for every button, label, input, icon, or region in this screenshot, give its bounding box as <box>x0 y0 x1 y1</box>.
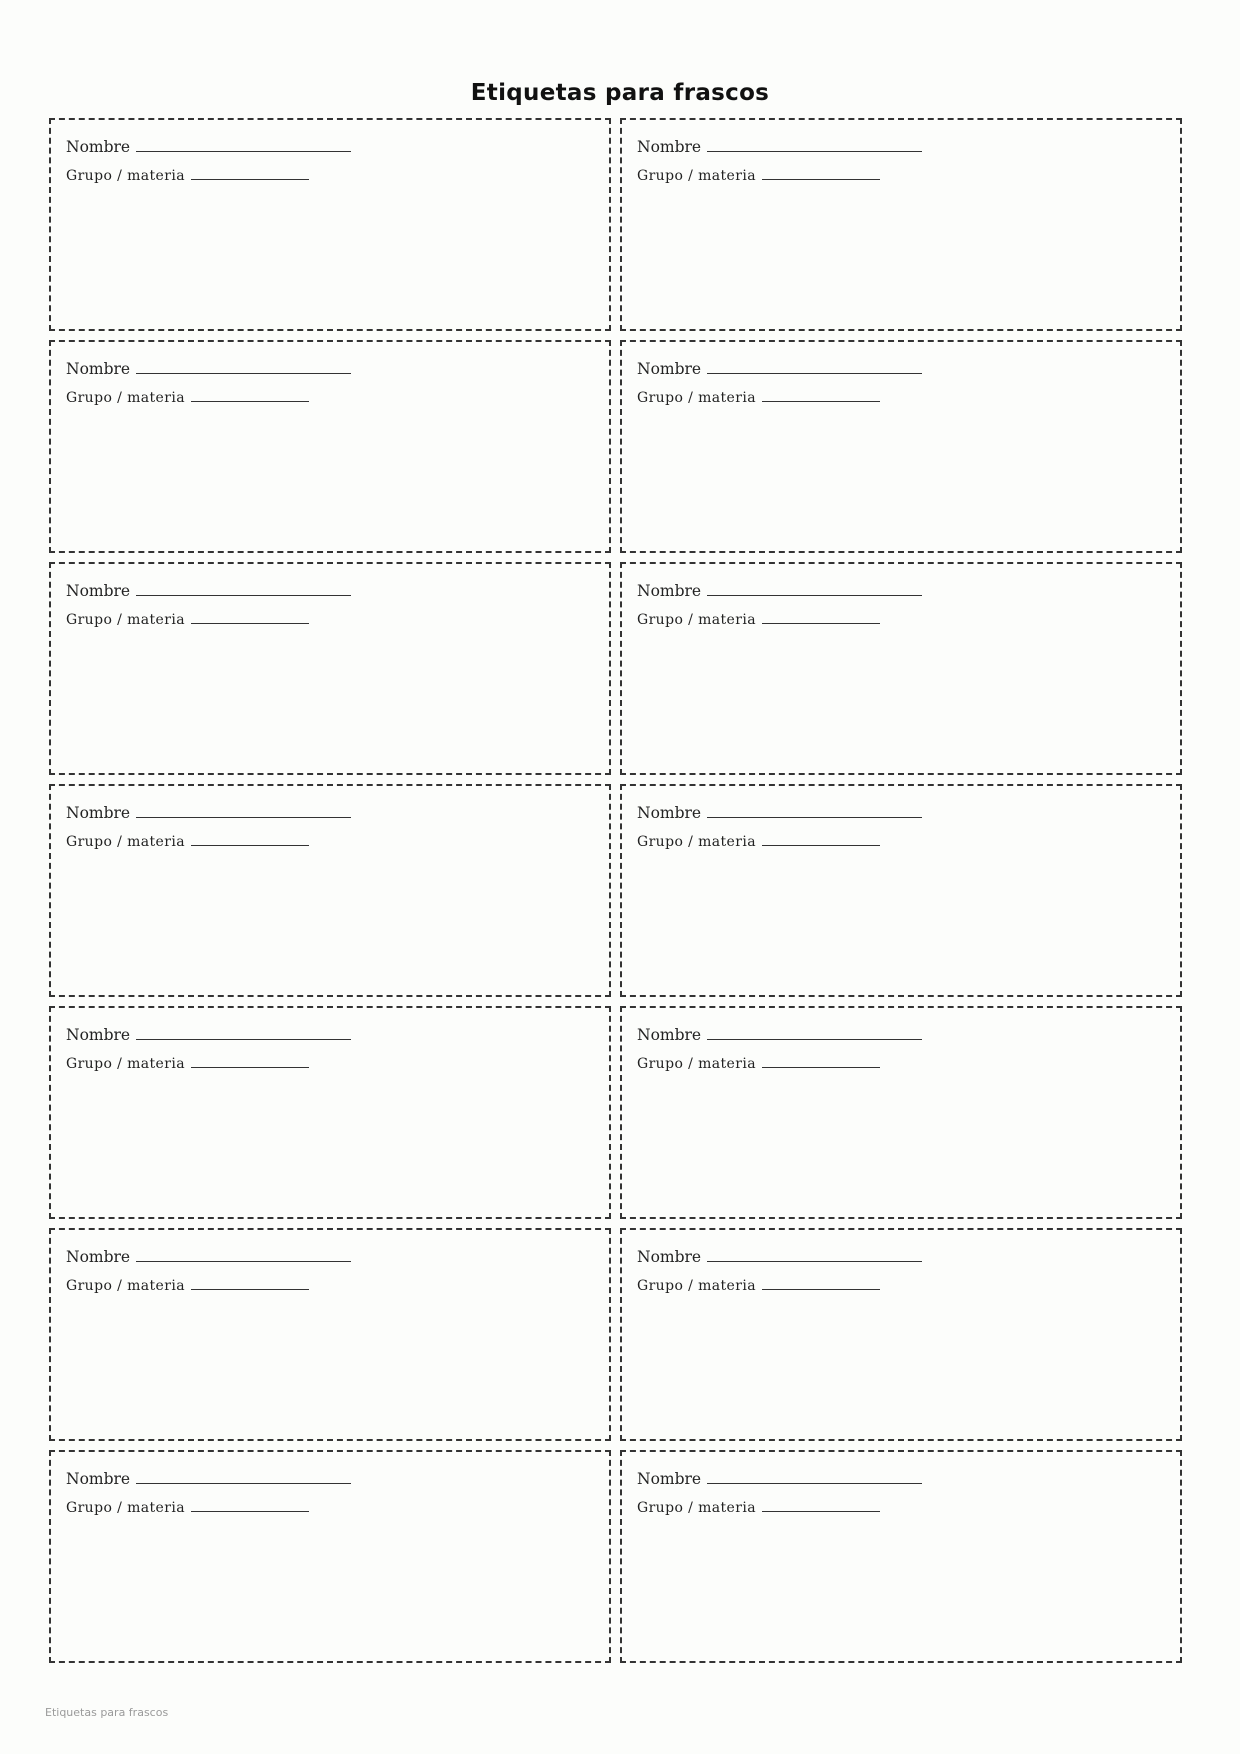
group-line <box>66 834 594 850</box>
name-line <box>66 1470 594 1488</box>
name-line <box>637 1248 1165 1266</box>
group-label: Grupo / materia <box>637 1278 756 1294</box>
group-blank <box>762 400 880 402</box>
name-label: Nombre <box>66 1026 131 1044</box>
group-blank <box>191 400 309 402</box>
name-blank <box>136 816 351 818</box>
jar-label <box>49 1006 611 1219</box>
name-label: Nombre <box>66 138 131 156</box>
group-line <box>637 834 1165 850</box>
group-line <box>637 1278 1165 1294</box>
group-label: Grupo / materia <box>66 1056 185 1072</box>
name-blank <box>707 594 922 596</box>
page-title: Etiquetas para frascos <box>470 80 770 106</box>
jar-label <box>49 1450 611 1663</box>
name-line <box>637 1026 1165 1044</box>
name-label: Nombre <box>637 1248 702 1266</box>
group-label: Grupo / materia <box>66 612 185 628</box>
group-blank <box>191 178 309 180</box>
name-blank <box>136 1482 351 1484</box>
name-blank <box>707 1482 922 1484</box>
jar-label <box>49 118 611 331</box>
name-line <box>66 582 594 600</box>
group-line <box>66 168 594 184</box>
group-line <box>66 1278 594 1294</box>
name-label: Nombre <box>637 138 702 156</box>
jar-label <box>49 1228 611 1441</box>
name-label: Nombre <box>637 804 702 822</box>
name-label: Nombre <box>66 1470 131 1488</box>
group-blank <box>762 1510 880 1512</box>
name-blank <box>707 1038 922 1040</box>
name-label: Nombre <box>66 582 131 600</box>
group-label: Grupo / materia <box>637 1500 756 1516</box>
name-line <box>637 360 1165 378</box>
name-line <box>637 804 1165 822</box>
name-label: Nombre <box>637 1470 702 1488</box>
group-blank <box>191 1510 309 1512</box>
jar-label <box>620 784 1182 997</box>
label-grid <box>49 118 1182 1663</box>
name-blank <box>136 1260 351 1262</box>
group-line <box>66 1500 594 1516</box>
group-blank <box>191 1066 309 1068</box>
group-blank <box>762 1066 880 1068</box>
group-label: Grupo / materia <box>637 390 756 406</box>
group-line <box>66 390 594 406</box>
name-label: Nombre <box>66 1248 131 1266</box>
page-footer: Etiquetas para frascos <box>45 1706 169 1719</box>
group-label: Grupo / materia <box>637 1056 756 1072</box>
name-label: Nombre <box>637 1026 702 1044</box>
jar-label <box>49 784 611 997</box>
name-line <box>637 582 1165 600</box>
name-line <box>637 1470 1165 1488</box>
group-label: Grupo / materia <box>637 834 756 850</box>
name-line <box>637 138 1165 156</box>
group-line <box>637 1056 1165 1072</box>
name-line <box>66 360 594 378</box>
name-blank <box>707 372 922 374</box>
jar-label <box>620 562 1182 775</box>
name-blank <box>136 1038 351 1040</box>
group-label: Grupo / materia <box>66 168 185 184</box>
group-label: Grupo / materia <box>637 612 756 628</box>
group-blank <box>762 178 880 180</box>
name-blank <box>707 1260 922 1262</box>
jar-label <box>49 562 611 775</box>
group-label: Grupo / materia <box>66 1278 185 1294</box>
name-line <box>66 138 594 156</box>
jar-label <box>620 340 1182 553</box>
jar-label <box>620 1228 1182 1441</box>
group-line <box>66 612 594 628</box>
group-line <box>66 1056 594 1072</box>
group-line <box>637 390 1165 406</box>
jar-label <box>49 340 611 553</box>
name-blank <box>707 150 922 152</box>
name-label: Nombre <box>637 360 702 378</box>
group-label: Grupo / materia <box>66 834 185 850</box>
group-line <box>637 168 1165 184</box>
name-label: Nombre <box>66 804 131 822</box>
name-blank <box>136 372 351 374</box>
jar-label <box>620 118 1182 331</box>
name-line <box>66 1248 594 1266</box>
name-blank <box>707 816 922 818</box>
name-label: Nombre <box>66 360 131 378</box>
group-blank <box>762 622 880 624</box>
name-line <box>66 804 594 822</box>
group-label: Grupo / materia <box>637 168 756 184</box>
group-line <box>637 612 1165 628</box>
group-line <box>637 1500 1165 1516</box>
jar-label <box>620 1006 1182 1219</box>
jar-label <box>620 1450 1182 1663</box>
name-line <box>66 1026 594 1044</box>
group-blank <box>762 844 880 846</box>
group-blank <box>191 622 309 624</box>
group-label: Grupo / materia <box>66 1500 185 1516</box>
group-blank <box>191 1288 309 1290</box>
name-label: Nombre <box>637 582 702 600</box>
group-label: Grupo / materia <box>66 390 185 406</box>
group-blank <box>191 844 309 846</box>
group-blank <box>762 1288 880 1290</box>
name-blank <box>136 594 351 596</box>
name-blank <box>136 150 351 152</box>
